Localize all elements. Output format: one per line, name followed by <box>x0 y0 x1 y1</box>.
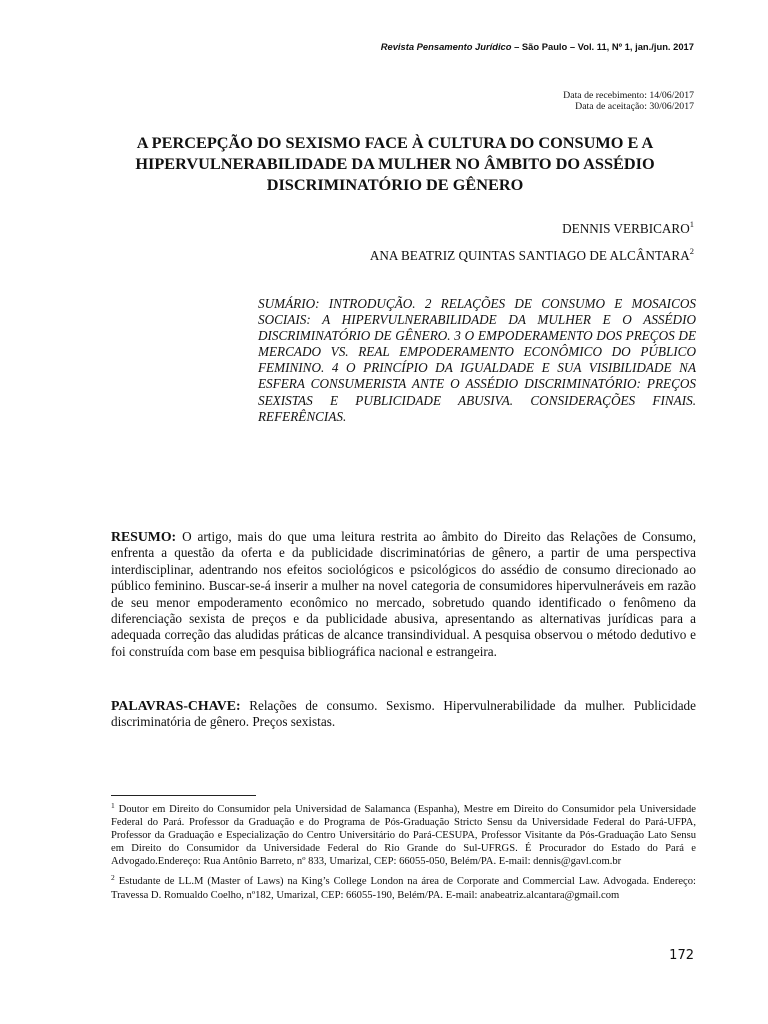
keywords <box>111 698 696 731</box>
footnote-1 <box>111 799 696 868</box>
footnote-mark: 1 <box>111 801 115 810</box>
keywords-label: PALAVRAS-CHAVE: <box>111 698 241 713</box>
author-2 <box>370 246 694 264</box>
footnote-2 <box>111 871 696 901</box>
journal-details: – São Paulo – Vol. 11, Nº 1, jan./jun. 2017 <box>511 41 694 52</box>
footnote-divider <box>111 795 256 796</box>
abstract-text: O artigo, mais do que uma leitura restrita ao âmbito do Direito das Relações de Consumo, enfrenta a questão da oferta e da publicidade discriminatórias de gênero, a partir de uma perspectiva interdisciplinar, adentrando nos efeitos sociológicos e psicológicos do assédio de consumo direcionado ao público feminino. Buscar-se-á inserir a mulher na novel categoria de consumidores hipervulneráveis em razão de seu menor empoderamento econômico no mercado, sobretudo quando identificado o fenômeno da diferenciação sexista de preços e da publicidade abusiva, apresentando as alternativas jurídicas para a adequada correção das aludidas práticas de alcance transindividual. A pesquisa observou o método dedutivo e foi construída com base em pesquisa bibliográfica nacional e estrangeira. <box>111 529 696 659</box>
footnote-text: Estudante de LL.M (Master of Laws) na King’s College London na área de Corporate and Commercial Law. Advogada. Endereço: Travessa D. Romualdo Coelho, nº182, Umarizal, CEP: 66055-190, Belém/PA. E-mail: anabeatriz.alcantara@gmail.com <box>111 876 696 901</box>
author-name: DENNIS VERBICARO <box>562 221 690 236</box>
article-title: A PERCEPÇÃO DO SEXISMO FACE À CULTURA DO CONSUMO E A HIPERVULNERABILIDADE DA MULHER NO ÂMBITO DO ASSÉDIO DISCRIMINATÓRIO DE GÊNERO <box>135 133 655 194</box>
footnote-mark: 2 <box>111 873 115 883</box>
journal-name: Revista Pensamento Jurídico <box>380 41 512 52</box>
page-number: 172 <box>669 948 694 963</box>
abstract-label: RESUMO: <box>111 529 177 544</box>
submission-dates <box>563 90 694 112</box>
table-of-contents-summary: SUMÁRIO: INTRODUÇÃO. 2 RELAÇÕES DE CONSUMO E MOSAICOS SOCIAIS: A HIPERVULNERABILIDADE DA MULHER E O ASSÉDIO DISCRIMINATÓRIO DE GÊNERO. 3 O EMPODERAMENTO DOS PREÇOS DE MERCADO VS. REAL EMPODERAMENTO ECONÔMICO DO PÚBLICO FEMININO. 4 O PRINCÍPIO DA IGUALDADE E SUA VISIBILIDADE NA ESFERA CONSUMERISTA ANTE O ASSÉDIO DISCRIMINATÓRIO: PREÇOS SEXISTAS E PUBLICIDADE ABUSIVA. CONSIDERAÇÕES FINAIS. REFERÊNCIAS. <box>258 296 696 424</box>
author-1 <box>562 219 694 237</box>
abstract <box>111 529 696 660</box>
footnote-text: Doutor em Direito do Consumidor pela Universidad de Salamanca (Espanha), Mestre em Direito do Consumidor pela Universidade Federal do Pará. Professor da Graduação e do Programa de Pós-Graduação Stricto Sensu da Universidade Federal do Pará-UFPA, Professor da Graduação e Especialização do Centro Universitário do Pará-CESUPA, Professor Visitante da Pós-Graduação Lato Sensu em Direito do Consumidor da Universidade Federal do Rio Grande do Sul-UFRGS. É Procurador do Estado do Pará e Advogado.Endereço: Rua Antônio Barreto, nº 833, Umarizal, CEP: 66055-050, Belém/PA. E-mail: dennis@gavl.com.br <box>111 804 696 868</box>
keywords-text: Relações de consumo. Sexismo. Hipervulnerabilidade da mulher. Publicidade discriminatória de gênero. Preços sexistas. <box>111 698 696 730</box>
accepted-date: Data de aceitação: 30/06/2017 <box>575 101 694 112</box>
footnote-ref: 1 <box>689 219 694 229</box>
footnotes <box>111 799 696 905</box>
author-name: ANA BEATRIZ QUINTAS SANTIAGO DE ALCÂNTARA <box>369 248 690 263</box>
journal-header <box>381 41 694 52</box>
received-date: Data de recebimento: 14/06/2017 <box>563 90 694 101</box>
footnote-ref: 2 <box>689 246 694 256</box>
